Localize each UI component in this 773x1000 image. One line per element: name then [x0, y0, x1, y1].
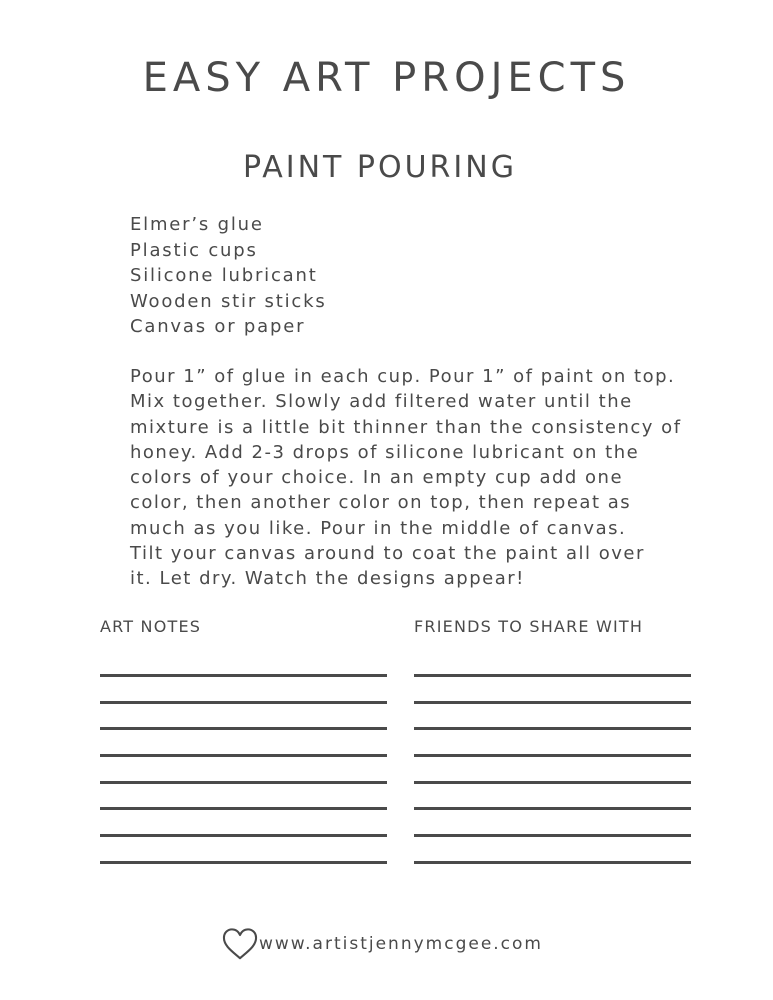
instructions-line: Pour 1” of glue in each cup. Pour 1” of paint on top. [130, 366, 676, 387]
writing-line [414, 754, 691, 757]
writing-line [414, 834, 691, 837]
supply-item: Plastic cups [130, 239, 258, 261]
writing-line [414, 807, 691, 810]
supply-item: Wooden stir sticks [130, 290, 327, 312]
instructions-line: colors of your choice. In an empty cup add one [130, 467, 624, 489]
writing-line [100, 807, 387, 810]
footer [221, 926, 543, 962]
writing-line [414, 861, 691, 864]
writing-line [100, 701, 387, 704]
instructions-line: honey. Add 2-3 drops of silicone lubricant on the [130, 441, 640, 463]
supplies-list [130, 212, 327, 340]
instructions-paragraph [130, 364, 730, 592]
writing-line [100, 781, 387, 784]
writing-line [100, 834, 387, 837]
writing-line [100, 861, 387, 864]
writing-line [414, 781, 691, 784]
supply-item: Silicone lubricant [130, 265, 318, 286]
instructions-line: color, then another color on top, then repeat as [130, 492, 632, 514]
art-notes-heading: ART NOTES [100, 617, 202, 636]
writing-line [100, 727, 387, 730]
friends-heading: FRIENDS TO SHARE WITH [414, 617, 644, 636]
instructions-line: it. Let dry. Watch the designs appear! [130, 568, 525, 590]
art-notes-lines [100, 674, 387, 888]
writing-line [414, 674, 691, 677]
instructions-line: Tilt your canvas around to coat the paint all over [130, 543, 645, 565]
supply-item: Elmer’s glue [130, 214, 264, 235]
writing-line [414, 727, 691, 730]
instructions-line: Mix together. Slowly add filtered water until the [130, 391, 633, 413]
instructions-line: mixture is a little bit thinner than the consistency of [130, 416, 682, 438]
heart-icon [221, 927, 259, 961]
project-title: PAINT POURING [243, 150, 517, 185]
writing-line [100, 674, 387, 677]
writing-line [100, 754, 387, 757]
instructions-line: much as you like. Pour in the middle of canvas. [130, 517, 627, 539]
supply-item: Canvas or paper [130, 316, 306, 337]
writing-line [414, 701, 691, 704]
page-title: EASY ART PROJECTS [142, 55, 631, 101]
friends-lines [414, 674, 691, 888]
website-link[interactable]: www.artistjennymcgee.com [259, 934, 543, 954]
